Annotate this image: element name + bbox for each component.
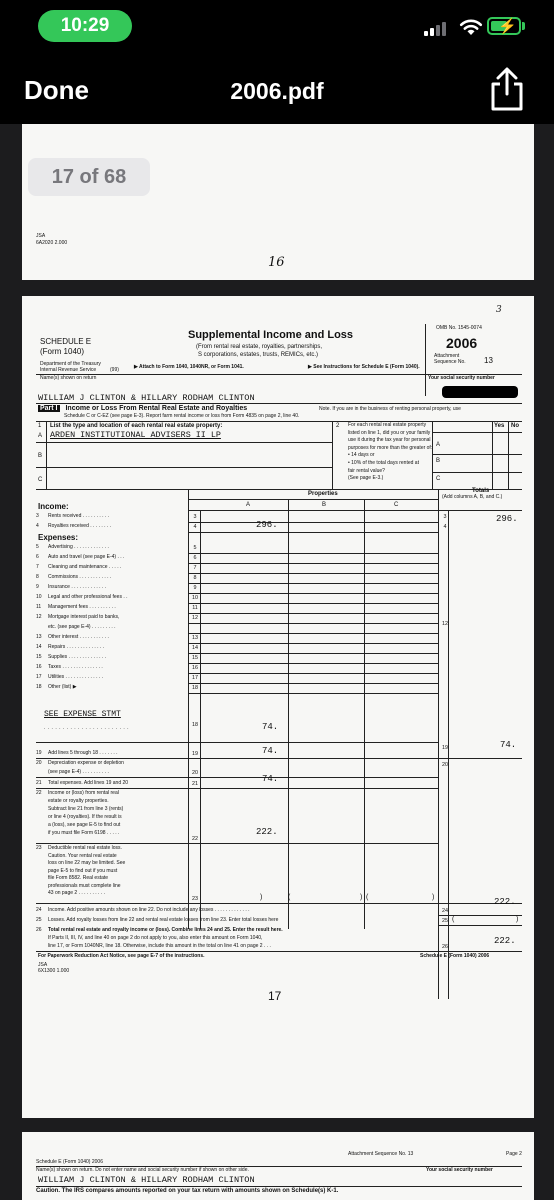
row-rule [188, 563, 438, 564]
line-number: 14 [36, 644, 42, 650]
cellular-signal-icon [424, 20, 452, 36]
attach-instruction: ▶ Attach to Form 1040, 1040NR, or Form 1041. [134, 364, 244, 370]
line-number-box: 14 [192, 645, 198, 651]
line19-label: Add lines 5 through 18 . . . . . . . [48, 750, 118, 756]
line19-total: 74. [500, 740, 517, 750]
line23-text-line: file Form 8582. Real estate [48, 875, 109, 881]
no-column: No [511, 423, 519, 429]
yes-column: Yes [494, 423, 505, 429]
schedule-subtitle-1: (From rental real estate, royalties, partnerships, [196, 344, 323, 350]
line23-text-line: 43 on page 2 . . . . . . . . . . [48, 890, 105, 896]
line18-other-description: SEE EXPENSE STMT [44, 710, 121, 719]
tax-year: 2006 [446, 335, 478, 351]
line-label: Taxes . . . . . . . . . . . . . . . [48, 664, 103, 670]
page-2-label: Page 2 [506, 1151, 522, 1157]
line26-label-3: line 17, or Form 1040NR, line 18. Otherwise, include this amount in the total on line 41 on page 2 . . . [48, 943, 271, 949]
row-rule [188, 613, 438, 614]
corner-mark: 3 [496, 305, 502, 315]
line-label: Utilities . . . . . . . . . . . . . . [48, 674, 104, 680]
line-label: Rents received . . . . . . . . . . [48, 513, 110, 519]
charging-bolt-icon: ⚡ [498, 18, 517, 35]
line-number: 5 [36, 544, 39, 550]
row-rule [188, 663, 438, 664]
line2-text-line: listed on line 1, did you or your family [348, 429, 431, 436]
page3-taxpayer: WILLIAM J CLINTON & HILLARY RODHAM CLINTON [38, 1175, 255, 1185]
done-button[interactable]: Done [24, 75, 89, 105]
part1-title: Income or Loss From Rental Real Estate and Royalties [65, 405, 248, 412]
line22-text-line: Subtract line 21 from line 3 (rents) [48, 806, 124, 812]
line-label: Other interest . . . . . . . . . . . [48, 634, 109, 640]
line2-text-line: • 14 days or [348, 452, 375, 459]
jsa-code: JSA [36, 233, 46, 239]
line-label: Legal and other professional fees . . [48, 594, 128, 600]
navigation-bar [0, 50, 554, 120]
part1-note-2: Schedule C or C-EZ (see page E-3). Report farm rental income or loss from Form 4835 on page 2, line 40. [64, 413, 300, 419]
sequence-number: 13 [484, 356, 493, 365]
line26-label-2: If Parts II, III, IV, and line 40 on page 2 do not apply to you, also enter this amount on Form 1040, [48, 935, 263, 941]
document-title: 2006.pdf [230, 78, 324, 104]
properties-header: Properties [308, 491, 338, 497]
pdf-page-18 [22, 1132, 534, 1200]
line-label: etc. (see page E-4) . . . . . . . . . [48, 624, 116, 630]
row-rule [188, 623, 438, 624]
expenses-header: Expenses: [38, 533, 79, 542]
line2-text-line: use it during the tax year for personal [348, 437, 431, 444]
row-rule [188, 573, 438, 574]
totals-subheader: (Add columns A, B, and C.) [442, 494, 503, 500]
status-time: 10:29 [38, 10, 132, 42]
battery-tip [522, 22, 525, 30]
line-number-box: 7 [193, 565, 197, 571]
line-label: Advertising . . . . . . . . . . . . . [48, 544, 109, 550]
battery-icon [487, 17, 521, 35]
line2-text-line: fair rental value? [348, 467, 385, 474]
schedule-form: (Form 1040) [40, 347, 85, 356]
sequence-label: Sequence No. [434, 359, 466, 365]
line23-text-line: page E-5 to find out if you must [48, 867, 118, 874]
row-rule [188, 532, 438, 533]
line2-text-line: purposes for more than the greater of: [348, 444, 433, 451]
page-indicator: 17 of 68 [28, 158, 150, 196]
ssn-label: Your social security number [428, 375, 495, 381]
page3-form-ref: Schedule E (Form 1040) 2006 [36, 1159, 103, 1165]
line22-text-line: or line 4 (royalties). If the result is [48, 814, 122, 820]
pdf-viewer[interactable] [0, 124, 554, 1200]
row-rule [188, 673, 438, 674]
line-number: 4 [36, 523, 39, 529]
page3-ssn-label: Your social security number [426, 1167, 493, 1173]
line22-text-line: if you must file Form 6198 . . . . . [48, 830, 120, 836]
total-line-number: 12 [442, 621, 448, 627]
line-number-box: 13 [192, 635, 198, 641]
form-code: 6A2020 2.000 [36, 240, 68, 246]
line-number-box: 12 [192, 615, 198, 621]
line-number-box: 3 [193, 514, 197, 520]
line-number-box: 6 [193, 555, 197, 561]
line22-text-line: Income or (loss) from rental real [48, 790, 119, 796]
line20-label: Depreciation expense or depletion [48, 760, 124, 766]
footer-paperwork: For Paperwork Reduction Act Notice, see page E-7 of the instructions. [38, 953, 205, 959]
omb-number: OMB No. 1545-0074 [436, 325, 482, 331]
line-number-box: 5 [193, 545, 197, 551]
totals-header: Totals [472, 488, 490, 494]
schedule-title: Supplemental Income and Loss [188, 329, 354, 341]
line-number: 6 [36, 554, 39, 560]
status-bar [0, 0, 554, 50]
line-number: 11 [36, 604, 42, 610]
line-number: 15 [36, 654, 42, 660]
row-rule [188, 633, 438, 634]
line23-text-line: Deductible rental real estate loss. [48, 845, 122, 851]
part1-note: Note. If you are in the business of renting personal property, use [319, 406, 461, 412]
row-rule [188, 553, 438, 554]
line-number-box: 9 [193, 585, 197, 591]
line21-property-a: 74. [262, 774, 279, 784]
pdf-page-16 [22, 124, 534, 280]
line26-total: 222. [494, 936, 516, 946]
line22-text-line: estate or royalty properties. [48, 798, 109, 804]
line23-text-line: professionals must complete line [48, 882, 121, 889]
line-number-box: 16 [192, 665, 198, 671]
part1-heading [38, 405, 247, 412]
row-rule [188, 693, 438, 694]
department-label: Department of the Treasury [40, 361, 101, 367]
part1-badge: Part I [40, 405, 58, 412]
see-instructions: ▶ See Instructions for Schedule E (Form 1040). [308, 364, 420, 370]
income-header: Income: [38, 502, 69, 511]
pdf-page-17: 3 SCHEDULE E (Form 1040) Department of the Treasury Internal Revenue Service (99) Supplemental Income and Loss (From rental real estate, royalties, partnerships, S corporations, estates, trusts, REMICs, etc.) ▶ Attach to Form 1040, 1040NR, or Form 1041. ▶ See Instructions for Schedule E (Form 1040). OMB No. 1545-0074 2006 Attachment Sequence No. 13 Name(s) shown on return Your social security number WILLIAM J CLINTON & HILLARY RODHAM CLINTON Part I Income or Loss From Rental Real Estate and Royalties Note. If you are in the business of renting personal property, use Schedule C or C-EZ (see page E-3). Report farm rental income or loss from Form 4835 on page 2, line 40. 1 List the type and location of each rental real estate property: A ARDEN INSTITUTIONAL ADVISERS II LP B C 2 For each rental real estate property listed on line 1, did you or your family use it during the tax year for personal purposes for more than the greater of: • 14 days or • 10% of the total days rented at fair rental value? (See page E-3.) Yes No A B C Properties Totals (Add columns A, B, and C.) Income: A B C 3 Rents received . . . . . . . . . . 3 3 4 Royalties received . . . . . . . . 4 4 5 Advertising . . . . . . . . . . . . . 5 6 Auto and travel (see page E-4) . . . 6 7 Cleaning and maintenance . . . . . 7 8 Commissions . . . . . . . . . . . . 8 9 Insurance . . . . . . . . . . . . . 9 10 Legal and other professional fees . . 10 11 Management fees . . . . . . . . . . 11 12 Mortgage interest paid to banks, 12 12 etc. (see page E-4) . . . . . . . . . 13 Other interest . . . . . . . . . . . 13 14 Repairs . . . . . . . . . . . . . . 14 15 Supplies . . . . . . . . . . . . . . 15 16 Taxes . . . . . . . . . . . . . . . 16 17 Utilities . . . . . . . . . . . . . . 17 18 Other (list) ▶ 18 Expenses: SEE EXPENSE STMT . . . . . . . . . . . . . . . . . . . . . . . 18 19 Add lines 5 through 18 . . . . . . . 19 19 20 Depreciation expense or depletion (see page E-4) . . . . . . . . . . 20 20 21 Total expenses. Add lines 19 and 20 21 22 Income or (loss) from rental real estate or royalty properties. Subtract line 21 from line 3 (rents) or line 4 (royalties). If the result is a (loss), see page E-5 to find out if you must file Form 6198 . . . . . 22 23 Deductible rental real estate loss. Caution. Your rental real estate loss on line 22 may be limited. See page E-5 to find out if you must file Form 8582. Real estate professionals must complete line 43 on page 2 . . . . . . . . . . 23 ) ( ) ( ) 24 Income. Add positive amounts shown on line 22. Do not include any losses . . . . . . . . . . . . . 24 25 Losses. Add royalty losses from line 22 and rental real estate losses from line 23. Enter total losses here 25 ( ) 26 Total rental real estate and royalty income or (loss). Combine lines 24 and 25. Enter the result here. If Parts II, III, IV, and line 40 on page 2 do not apply to you, also enter this amount on Form 1040, line 17, or Form 1040NR, line 18. Otherwise, include this amount in the total on line 41 on page 2 . . . 26 For Paperwork Reduction Act Notice, see page E-7 of the instructions. Schedule E (Form 1040) 2006 JSA 6X1300 1.000 17 296. 296. 74. 74. 74. 74. 222. 222. 222. [22, 296, 534, 1118]
line-number: 9 [36, 584, 39, 590]
line-label: Management fees . . . . . . . . . . [48, 604, 116, 610]
wifi-icon [459, 18, 483, 36]
line-number: 7 [36, 564, 39, 570]
line23-text-line: Caution. Your rental real estate [48, 852, 117, 859]
line-number: 8 [36, 574, 39, 580]
line26-label: Total rental real estate and royalty income or (loss). Combine lines 24 and 25. Enter the result here. [48, 927, 283, 933]
row-rule [188, 522, 438, 523]
line-number: 17 [36, 674, 42, 680]
line-number-box: 4 [193, 524, 197, 530]
line-number-box: 8 [193, 575, 197, 581]
line-number-box: 10 [192, 595, 198, 601]
property-a-name: ARDEN INSTITUTIONAL ADVISERS II LP [50, 430, 221, 440]
line25-label: Losses. Add royalty losses from line 22 and rental real estate losses from line 23. Enter total losses here [48, 917, 279, 923]
line2-text-line: (See page E-3.) [348, 475, 384, 482]
page3-caution: Caution. The IRS compares amounts reported on your tax return with amounts shown on Schedule(s) K-1. [36, 1188, 339, 1194]
row-rule [188, 643, 438, 644]
line-label: Repairs . . . . . . . . . . . . . . [48, 644, 105, 650]
page3-names-note: Name(s) shown on return. Do not enter name and social security number if shown on other side. [36, 1167, 249, 1173]
dept-code: (99) [110, 367, 119, 373]
line-label: Supplies . . . . . . . . . . . . . . [48, 654, 107, 660]
line22-text-line: a (loss), see page E-5 to find out [48, 822, 121, 828]
share-icon[interactable] [485, 66, 529, 112]
line-number: 12 [36, 614, 42, 620]
column-b-header: B [322, 502, 327, 508]
row-rule [188, 653, 438, 654]
irs-label: Internal Revenue Service [40, 367, 97, 373]
line-label: Other (list) ▶ [48, 684, 77, 690]
line-number-box: 15 [192, 655, 198, 661]
line24-total: 222. [494, 897, 516, 907]
line-number: 18 [36, 684, 42, 690]
column-c-header: C [394, 502, 399, 508]
line-number-box: 18 [192, 685, 198, 691]
total-line-number: 3 [443, 514, 447, 520]
line-label: Insurance . . . . . . . . . . . . . [48, 584, 107, 590]
line-number: 16 [36, 664, 42, 670]
line20-label-2: (see page E-4) . . . . . . . . . . [48, 769, 109, 775]
row-rule [188, 583, 438, 584]
line-label: Mortgage interest paid to banks, [48, 614, 120, 620]
line4-total: 296. [496, 514, 518, 524]
schedule-name: SCHEDULE E [40, 337, 92, 346]
line18-property-a: 74. [262, 722, 279, 732]
attachment-label: Attachment [434, 353, 460, 359]
footer-code: 6X1300 1.000 [38, 968, 70, 974]
line-label: Commissions . . . . . . . . . . . . [48, 574, 112, 580]
line-number: 13 [36, 634, 42, 640]
line22-property-a: 222. [256, 827, 278, 837]
footer-form: Schedule E (Form 1040) 2006 [420, 953, 490, 959]
line-number: 3 [36, 513, 39, 519]
line24-label: Income. Add positive amounts shown on line 22. Do not include any losses . . . . . . . . . . . . . [48, 907, 250, 913]
line23-text-line: loss on line 22 may be limited. See [48, 860, 126, 866]
names-label: Name(s) shown on return [40, 375, 97, 381]
page-number-17: 17 [268, 989, 282, 1003]
row-rule [188, 683, 438, 684]
total-line-number: 4 [443, 524, 447, 530]
line2-text-line: For each rental real estate property [348, 422, 427, 428]
ssn-redacted [442, 386, 518, 398]
line21-label: Total expenses. Add lines 19 and 20 [48, 780, 129, 786]
line-number-box: 11 [192, 605, 198, 611]
line4-property-a: 296. [256, 520, 278, 530]
attachment-sequence: Attachment Sequence No. 13 [348, 1151, 414, 1157]
taxpayer-name: WILLIAM J CLINTON & HILLARY RODHAM CLINTON [38, 393, 255, 403]
line-label: Auto and travel (see page E-4) . . . [48, 554, 125, 560]
handwritten-page-number: 16 [268, 255, 285, 270]
line19-property-a: 74. [262, 746, 279, 756]
line-number: 10 [36, 594, 42, 600]
line2-text-line: • 10% of the total days rented at [348, 460, 419, 466]
line-label: Royalties received . . . . . . . . [48, 523, 112, 529]
column-a-header: A [246, 502, 251, 508]
line-label: Cleaning and maintenance . . . . . [48, 564, 122, 570]
line-number-box: 17 [192, 675, 198, 681]
footer-jsa: JSA [38, 962, 48, 968]
row-rule [188, 603, 438, 604]
row-rule [188, 593, 438, 594]
line1-label: List the type and location of each rental real estate property: [50, 423, 223, 429]
schedule-subtitle-2: S corporations, estates, trusts, REMICs, etc.) [198, 352, 319, 358]
